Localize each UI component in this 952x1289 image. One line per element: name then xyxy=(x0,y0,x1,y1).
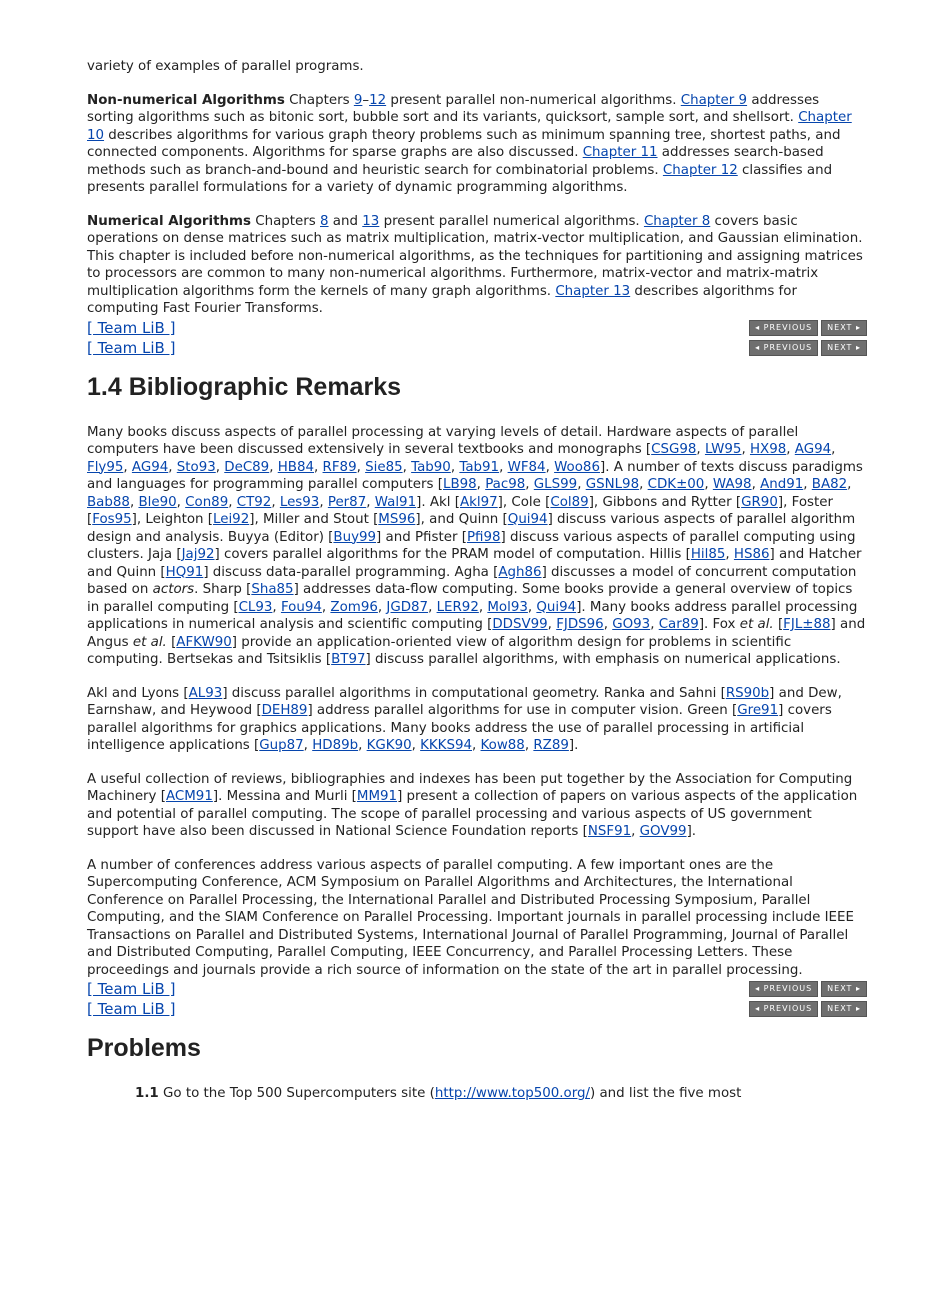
team-lib-link[interactable]: [ Team LiB ] xyxy=(87,1000,176,1018)
citation-link[interactable]: Zom96 xyxy=(330,599,378,615)
citation-link[interactable]: Fos95 xyxy=(92,512,132,527)
text: ] address parallel algorithms for use in computer vision. Green [ xyxy=(307,703,738,718)
text: , xyxy=(527,599,537,615)
citation-link[interactable]: CSG98 xyxy=(651,442,697,457)
text: ] discuss various aspects of parallel algorithm design and analysis. Buyya (Editor) [ xyxy=(87,512,856,545)
text: ] and Dew, Earnshaw, and Heywood [ xyxy=(87,685,842,718)
citation-link[interactable]: WA98 xyxy=(712,477,752,492)
text: ] discuss data-parallel programming. Agha [ xyxy=(203,564,499,580)
chapter-10-link[interactable]: Chapter 10 xyxy=(87,110,852,143)
text: ] discuss parallel algorithms, with emphasis on numerical applications. xyxy=(365,652,841,667)
text: ] discusses a model of concurrent computation based on xyxy=(87,564,857,597)
italic-text: actors xyxy=(152,582,195,597)
citation-link[interactable]: Pac98 xyxy=(485,477,526,492)
citation-link[interactable]: RS90b xyxy=(725,685,770,701)
text: , xyxy=(176,494,186,510)
text: A useful collection of reviews, bibliographies and indexes has been put together by the Association for Computing Machinery [ xyxy=(87,771,853,804)
citation-link[interactable]: Buy99 xyxy=(333,529,377,545)
citation-link[interactable]: AG94 xyxy=(131,459,169,475)
text: ]. xyxy=(686,824,697,839)
citation-link[interactable]: LER92 xyxy=(436,599,479,615)
citation-link[interactable]: Akl97 xyxy=(459,494,498,510)
citation-link[interactable]: LB98 xyxy=(442,477,477,492)
citation-link[interactable]: Lei92 xyxy=(213,512,250,527)
text: ] and Pfister [ xyxy=(376,529,467,545)
text: describes algorithms for computing Fast Fourier Transforms. xyxy=(87,283,797,316)
nav-bar xyxy=(87,318,867,338)
text: ], Miller and Stout [ xyxy=(249,512,379,527)
text: , xyxy=(547,617,557,632)
text: ] provide an application-oriented view of algorithm design for problems in scientific computing. Bertsekas and Tsitsiklis [ xyxy=(87,634,792,667)
text: , xyxy=(269,459,278,475)
chapter-9-link[interactable]: 9 xyxy=(353,92,363,108)
citation-link[interactable]: CDK±00 xyxy=(647,477,705,492)
text: ] covers parallel algorithms for the PRAM model of computation. Hillis [ xyxy=(214,547,691,562)
problem-1 xyxy=(135,1085,867,1103)
text: ]. Many books address parallel processing applications in numerical analysis and scientific computing [ xyxy=(87,599,858,632)
text: , xyxy=(472,738,481,753)
text: , xyxy=(314,459,323,475)
citation-link[interactable]: And91 xyxy=(760,477,804,492)
text: , xyxy=(751,477,761,492)
citation-link[interactable]: HQ91 xyxy=(165,564,204,580)
citation-link[interactable]: Ble90 xyxy=(138,494,177,510)
citation-link[interactable]: DDSV99 xyxy=(492,617,548,632)
chapter-8-link[interactable]: 8 xyxy=(320,213,329,229)
citation-link[interactable]: HB84 xyxy=(277,459,315,475)
text: , xyxy=(603,617,613,632)
citation-link[interactable]: Car89 xyxy=(658,617,699,632)
text: ] and Hatcher and Quinn [ xyxy=(87,547,862,580)
text: and xyxy=(328,213,363,229)
previous-button[interactable]: ◂ PREVIOUS xyxy=(749,340,818,356)
text: ]. Akl [ xyxy=(416,494,460,510)
text: , xyxy=(377,599,387,615)
citation-link[interactable]: Col89 xyxy=(550,494,589,510)
citation-link[interactable]: KKKS94 xyxy=(420,738,473,753)
text: ], and Quinn [ xyxy=(415,512,508,527)
citation-link[interactable]: Bab88 xyxy=(87,494,130,510)
text: Akl and Lyons [ xyxy=(87,685,189,701)
next-button[interactable]: NEXT ▸ xyxy=(821,340,867,356)
next-button[interactable]: NEXT ▸ xyxy=(821,1001,867,1017)
chapter-13-link[interactable]: 13 xyxy=(362,213,380,229)
citation-link[interactable]: MS96 xyxy=(378,512,416,527)
citation-link[interactable]: Tab90 xyxy=(411,459,451,475)
text: , xyxy=(725,547,734,562)
citation-link[interactable]: Woo86 xyxy=(554,459,600,475)
numerical-heading: Numerical Algorithms xyxy=(87,213,251,229)
text: , xyxy=(303,738,313,753)
citation-link[interactable]: Pfi98 xyxy=(466,529,501,545)
text: ] present a collection of papers on various aspects of the application and potential of parallel computing. The scope of parallel processing and various aspects of US government support have also been discussed in National Science Foundation reports [ xyxy=(87,789,858,839)
citation-link[interactable]: Gup87 xyxy=(259,738,304,753)
text: , xyxy=(524,738,534,753)
text: , xyxy=(525,477,534,492)
citation-link[interactable]: CT92 xyxy=(236,494,272,510)
text: , xyxy=(428,599,437,615)
text: , xyxy=(639,477,648,492)
biblio-paragraph-2 xyxy=(87,685,867,755)
citation-link[interactable]: Con89 xyxy=(185,494,229,510)
text: classifies and presents parallel formulations for a variety of dynamic programming algorithms. xyxy=(87,162,833,195)
citation-link[interactable]: Kow88 xyxy=(480,738,525,753)
problem-number: 1.1 xyxy=(135,1086,159,1101)
citation-link[interactable]: AL93 xyxy=(188,685,223,701)
team-lib-link[interactable]: [ Team LiB ] xyxy=(87,318,176,337)
citation-link[interactable]: NSF91 xyxy=(587,824,632,839)
chapter-13-link[interactable]: Chapter 13 xyxy=(555,283,631,299)
next-button[interactable]: NEXT ▸ xyxy=(821,981,867,997)
text: ]. xyxy=(568,738,579,753)
chapter-11-link[interactable]: Chapter 11 xyxy=(582,145,658,160)
text: present parallel numerical algorithms. xyxy=(379,213,644,229)
text: , xyxy=(704,477,713,492)
text: , xyxy=(803,477,812,492)
previous-button[interactable]: ◂ PREVIOUS xyxy=(749,320,818,336)
citation-link[interactable]: GO93 xyxy=(612,617,651,632)
nav-bar xyxy=(87,999,867,1019)
text: Go to the Top 500 Supercomputers site ( xyxy=(158,1086,435,1101)
citation-link[interactable]: ACM91 xyxy=(165,789,213,804)
citation-link[interactable]: AG94 xyxy=(794,442,832,457)
text: Chapters xyxy=(250,213,321,229)
citation-link[interactable]: CL93 xyxy=(238,599,273,615)
text: , xyxy=(741,442,750,457)
text: ) and list the five most xyxy=(589,1086,742,1101)
text: , xyxy=(450,459,460,475)
citation-link[interactable]: Tab91 xyxy=(459,459,500,475)
text: , xyxy=(650,617,659,632)
text: ]. Fox xyxy=(698,617,740,632)
section-title: 1.4 Bibliographic Remarks xyxy=(87,372,402,401)
text: , xyxy=(847,477,852,492)
text: ] discuss various aspects of parallel computing using clusters. Jaja [ xyxy=(87,529,856,562)
text: ] and Angus xyxy=(87,617,866,650)
text: , xyxy=(499,459,508,475)
citation-link[interactable]: MM91 xyxy=(356,789,398,804)
text: addresses sorting algorithms such as bitonic sort, bubble sort and its variants, quicksort, sample sort, and shellsort. xyxy=(87,92,820,125)
text: , xyxy=(411,738,421,753)
citation-link[interactable]: LW95 xyxy=(704,442,742,457)
nonnumerical-heading: Non-numerical Algorithms xyxy=(87,92,285,108)
citation-link[interactable]: Les93 xyxy=(279,494,320,510)
citation-link[interactable]: Qui94 xyxy=(507,512,548,527)
nav-bar xyxy=(87,338,867,358)
citation-link[interactable]: Wal91 xyxy=(374,494,417,510)
previous-button[interactable]: ◂ PREVIOUS xyxy=(749,1001,818,1017)
text: , xyxy=(476,477,486,492)
text: , xyxy=(356,459,366,475)
top500-link[interactable]: http://www.top500.org/ xyxy=(434,1086,590,1101)
team-lib-link[interactable]: [ Team LiB ] xyxy=(87,338,176,357)
citation-link[interactable]: RZ89 xyxy=(533,738,569,753)
text: , xyxy=(577,477,586,492)
citation-link[interactable]: GR90 xyxy=(741,494,778,510)
citation-link[interactable]: Fly95 xyxy=(87,459,124,475)
text: , xyxy=(215,459,225,475)
text: addresses search-based methods such as branch-and-bound and heuristic search for combinatorial problems. xyxy=(87,145,824,178)
citation-link[interactable]: FJDS96 xyxy=(556,617,604,632)
numerical-paragraph xyxy=(87,213,867,318)
text: – xyxy=(362,92,370,108)
citation-link[interactable]: GLS99 xyxy=(533,477,578,492)
next-button[interactable]: NEXT ▸ xyxy=(821,320,867,336)
italic-text: et al. xyxy=(739,617,774,632)
text: Many books discuss aspects of parallel processing at varying levels of detail. Hardware aspects of parallel computers have been discussed extensively in several textbooks and monographs [ xyxy=(87,424,799,457)
previous-button[interactable]: ◂ PREVIOUS xyxy=(749,981,818,997)
team-lib-link[interactable]: [ Team LiB ] xyxy=(87,980,176,998)
chapter-12-link[interactable]: Chapter 12 xyxy=(662,162,738,178)
text: , xyxy=(319,494,328,510)
citation-link[interactable]: RF89 xyxy=(322,459,357,475)
citation-link[interactable]: KGK90 xyxy=(366,738,412,753)
citation-link[interactable]: BT97 xyxy=(331,652,366,667)
chapter-8-link[interactable]: Chapter 8 xyxy=(643,213,711,229)
text: , xyxy=(831,442,836,457)
citation-link[interactable]: Jaj92 xyxy=(181,547,215,562)
citation-link[interactable]: DEH89 xyxy=(261,703,308,718)
text: ] covers parallel algorithms for graphics applications. Many books address the use of parallel processing in artificial intelligence applications [ xyxy=(87,703,832,753)
citation-link[interactable]: Hil85 xyxy=(690,547,726,562)
text: , xyxy=(366,494,375,510)
citation-link[interactable]: Sha85 xyxy=(251,582,294,597)
text: ] discuss parallel algorithms in computational geometry. Ranka and Sahni [ xyxy=(222,685,726,701)
citation-link[interactable]: WF84 xyxy=(507,459,546,475)
citation-link[interactable]: Sto93 xyxy=(176,459,216,475)
citation-link[interactable]: GSNL98 xyxy=(585,477,640,492)
text: , xyxy=(123,459,132,475)
text: ], Cole [ xyxy=(497,494,551,510)
text: describes algorithms for various graph theory problems such as minimum spanning tree, shortest paths, and connected components. Algorithms for sparse graphs are also discussed. xyxy=(87,127,841,160)
biblio-paragraph-1 xyxy=(87,424,867,669)
text: , xyxy=(545,459,555,475)
text: , xyxy=(168,459,177,475)
text: ], Gibbons and Rytter [ xyxy=(588,494,742,510)
text: covers basic operations on dense matrices such as matrix multiplication, matrix-vector multiplication, and Gaussian elimination. This chapter is included before non-numerical algorithms, as the techniques for partitioning and assigning matrices to processors are common to many non-numerical algorithms. Furthermore, matrix-vector and matrix-matrix multiplication algorithms form the kernels of many graph algorithms. xyxy=(87,213,863,299)
text: ] addresses data-flow computing. Some books provide a general overview of topics in parallel computing [ xyxy=(87,582,853,615)
citation-link[interactable]: JGD87 xyxy=(386,599,429,615)
citation-link[interactable]: BA82 xyxy=(811,477,848,492)
citation-link[interactable]: Gre91 xyxy=(737,703,779,718)
text: ], Leighton [ xyxy=(131,512,213,527)
citation-link[interactable]: DeC89 xyxy=(224,459,270,475)
citation-link[interactable]: Per87 xyxy=(327,494,367,510)
biblio-paragraph-3 xyxy=(87,771,867,841)
text: , xyxy=(228,494,237,510)
text: , xyxy=(129,494,139,510)
chapter-12-link[interactable]: 12 xyxy=(369,92,387,108)
citation-link[interactable]: HD89b xyxy=(312,738,359,753)
text: , xyxy=(478,599,488,615)
text: , xyxy=(696,442,705,457)
chapter-9-link[interactable]: Chapter 9 xyxy=(680,92,748,108)
text: , xyxy=(271,494,280,510)
text: , xyxy=(786,442,795,457)
citation-link[interactable]: Fou94 xyxy=(280,599,322,615)
nav-bar xyxy=(87,979,867,999)
text: , xyxy=(631,824,640,839)
citation-link[interactable]: AFKW90 xyxy=(176,634,232,650)
text: , xyxy=(358,738,367,753)
citation-link[interactable]: Agh86 xyxy=(498,564,542,580)
text: ]. Messina and Murli [ xyxy=(212,789,357,804)
citation-link[interactable]: HX98 xyxy=(749,442,787,457)
text: , xyxy=(321,599,331,615)
nonnumerical-paragraph xyxy=(87,92,867,197)
text: . Sharp [ xyxy=(194,582,252,597)
text: ]. A number of texts discuss paradigms and languages for programming parallel computers [ xyxy=(87,459,863,492)
text: , xyxy=(272,599,281,615)
citation-link[interactable]: Sie85 xyxy=(365,459,403,475)
text: Chapters xyxy=(284,92,354,108)
citation-link[interactable]: HS86 xyxy=(733,547,770,562)
citation-link[interactable]: Mol93 xyxy=(487,599,528,615)
intro-tail: variety of examples of parallel programs. xyxy=(87,59,364,74)
citation-link[interactable]: Qui94 xyxy=(536,599,577,615)
text: [ xyxy=(166,634,177,650)
citation-link[interactable]: GOV99 xyxy=(639,824,687,839)
text: ], Foster [ xyxy=(87,494,833,527)
page-content xyxy=(87,58,867,1103)
text: , xyxy=(402,459,412,475)
biblio-paragraph-4: A number of conferences address various aspects of parallel computing. A few important ones are the Supercomputing Conference, ACM Symposium on Parallel Algorithms and Architectures, the International Conference on Parallel Processing, the International Parallel and Distributed Processing Symposium, Parallel Computing, and the SIAM Conference on Parallel Processing. Important journals in parallel processing include IEEE Transactions on Parallel and Distributed Systems, International Journal of Parallel Programming, Journal of Parallel and Distributed Computing, Parallel Computing, IEEE Concurrency, and Parallel Processing Letters. These proceedings and journals provide a rich source of information on the state of the art in parallel processing. xyxy=(87,857,854,978)
text: present parallel non-numerical algorithms. xyxy=(386,92,681,108)
problems-title: Problems xyxy=(87,1034,201,1062)
text: [ xyxy=(773,617,784,632)
citation-link[interactable]: FJL±88 xyxy=(783,617,831,632)
italic-text: et al. xyxy=(132,634,167,650)
